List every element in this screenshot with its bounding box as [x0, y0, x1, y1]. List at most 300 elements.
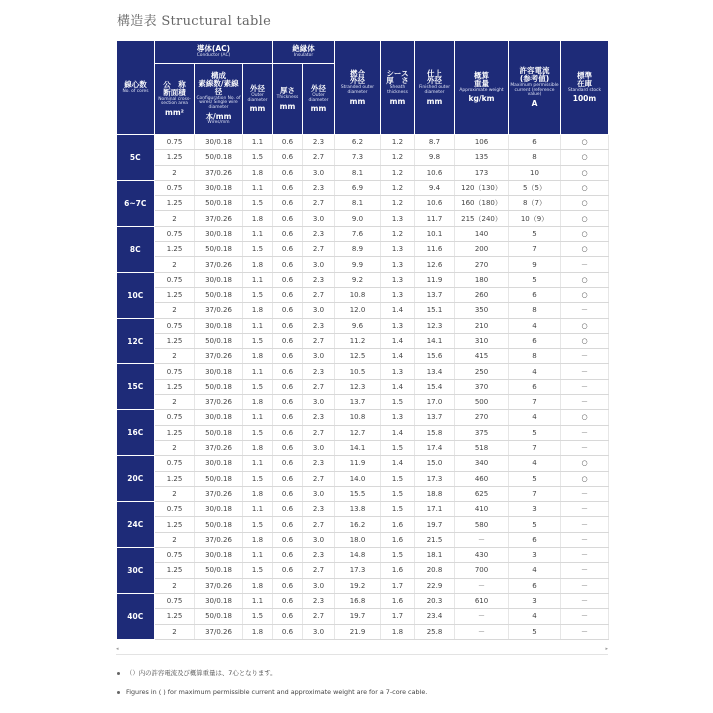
cell-standard-stock: － — [561, 364, 609, 379]
cell-stranded-diameter: 18.0 — [335, 532, 381, 547]
cell-approx-weight: 430 — [455, 548, 509, 563]
cell-permissible-current: 5（5） — [509, 180, 561, 195]
cell-approx-weight: － — [455, 609, 509, 624]
cell-standard-stock: ○ — [561, 165, 609, 180]
header-configuration: 構成 素線数/素線径 Configuration No. of wires/ Single wire diameter 本/mm Wires/mm — [195, 64, 243, 135]
cell-standard-stock: ○ — [561, 287, 609, 302]
table-row — [117, 287, 609, 302]
table-row — [117, 563, 609, 578]
cell-insulator-od: 3.0 — [303, 257, 335, 272]
cell-approx-weight: 370 — [455, 379, 509, 394]
cell-finished-diameter: 10.6 — [415, 165, 455, 180]
table-row — [117, 410, 609, 425]
cell-nominal-area: 1.25 — [155, 563, 195, 578]
cell-configuration: 50/0.18 — [195, 471, 243, 486]
cell-permissible-current: 5 — [509, 624, 561, 639]
cell-approx-weight: 375 — [455, 425, 509, 440]
cell-nominal-area: 2 — [155, 624, 195, 639]
cell-configuration: 37/0.26 — [195, 486, 243, 501]
cell-conductor-od: 1.8 — [243, 395, 273, 410]
cell-configuration: 37/0.26 — [195, 578, 243, 593]
cell-finished-diameter: 15.4 — [415, 379, 455, 394]
cell-nominal-area: 2 — [155, 532, 195, 547]
cell-finished-diameter: 17.1 — [415, 502, 455, 517]
cell-configuration: 37/0.26 — [195, 303, 243, 318]
cell-nominal-area: 1.25 — [155, 333, 195, 348]
cell-sheath-thickness: 1.7 — [381, 609, 415, 624]
cell-insulator-od: 3.0 — [303, 395, 335, 410]
cell-sheath-thickness: 1.4 — [381, 379, 415, 394]
cell-approx-weight: 180 — [455, 272, 509, 287]
cell-nominal-area: 2 — [155, 165, 195, 180]
cell-finished-diameter: 17.3 — [415, 471, 455, 486]
core-count-cell: 6~7C — [117, 180, 155, 226]
cell-sheath-thickness: 1.2 — [381, 165, 415, 180]
cell-permissible-current: 9 — [509, 257, 561, 272]
cell-configuration: 30/0.18 — [195, 135, 243, 150]
cell-insulator-od: 2.7 — [303, 517, 335, 532]
cell-conductor-od: 1.5 — [243, 242, 273, 257]
cell-permissible-current: 3 — [509, 502, 561, 517]
core-count-cell: 40C — [117, 593, 155, 639]
cell-permissible-current: 5 — [509, 272, 561, 287]
cell-insulator-thickness: 0.6 — [273, 517, 303, 532]
cell-approx-weight: 215（240） — [455, 211, 509, 226]
cell-insulator-od: 2.3 — [303, 318, 335, 333]
cell-configuration: 30/0.18 — [195, 548, 243, 563]
cell-nominal-area: 2 — [155, 578, 195, 593]
table-row — [117, 364, 609, 379]
table-row — [117, 349, 609, 364]
cell-standard-stock: ○ — [561, 196, 609, 211]
cell-configuration: 30/0.18 — [195, 593, 243, 608]
cell-sheath-thickness: 1.8 — [381, 624, 415, 639]
cell-standard-stock: － — [561, 609, 609, 624]
cell-configuration: 37/0.26 — [195, 257, 243, 272]
cell-finished-diameter: 15.6 — [415, 349, 455, 364]
cell-nominal-area: 2 — [155, 211, 195, 226]
cell-insulator-thickness: 0.6 — [273, 563, 303, 578]
cell-stranded-diameter: 6.2 — [335, 135, 381, 150]
cell-permissible-current: 4 — [509, 609, 561, 624]
cell-permissible-current: 5 — [509, 425, 561, 440]
cell-nominal-area: 0.75 — [155, 364, 195, 379]
note-english: Figures in ( ) for maximum permissible current and approximate weight are for a 7-core cable. — [117, 688, 427, 696]
cell-standard-stock: ○ — [561, 180, 609, 195]
cell-insulator-thickness: 0.6 — [273, 593, 303, 608]
cell-insulator-od: 2.3 — [303, 502, 335, 517]
cell-stranded-diameter: 7.6 — [335, 226, 381, 241]
cell-sheath-thickness: 1.6 — [381, 563, 415, 578]
cell-permissible-current: 6 — [509, 333, 561, 348]
cell-stranded-diameter: 21.9 — [335, 624, 381, 639]
cell-conductor-od: 1.5 — [243, 517, 273, 532]
cell-conductor-od: 1.8 — [243, 165, 273, 180]
cell-nominal-area: 2 — [155, 257, 195, 272]
cell-standard-stock: － — [561, 593, 609, 608]
cell-sheath-thickness: 1.5 — [381, 486, 415, 501]
cell-finished-diameter: 11.9 — [415, 272, 455, 287]
cell-insulator-thickness: 0.6 — [273, 165, 303, 180]
cell-sheath-thickness: 1.5 — [381, 548, 415, 563]
cell-approx-weight: 106 — [455, 135, 509, 150]
cell-approx-weight: 250 — [455, 364, 509, 379]
cell-standard-stock: － — [561, 502, 609, 517]
header-conductor: 導体(AC) Conductor (AC) — [155, 41, 273, 64]
cell-stranded-diameter: 11.2 — [335, 333, 381, 348]
cell-finished-diameter: 23.4 — [415, 609, 455, 624]
cell-nominal-area: 1.25 — [155, 287, 195, 302]
cell-stranded-diameter: 8.9 — [335, 242, 381, 257]
cell-configuration: 30/0.18 — [195, 456, 243, 471]
table-row — [117, 165, 609, 180]
cell-insulator-thickness: 0.6 — [273, 242, 303, 257]
cell-sheath-thickness: 1.3 — [381, 211, 415, 226]
cell-finished-diameter: 18.1 — [415, 548, 455, 563]
cell-finished-diameter: 17.4 — [415, 440, 455, 455]
cell-finished-diameter: 11.6 — [415, 242, 455, 257]
cell-conductor-od: 1.5 — [243, 196, 273, 211]
header-finished-diameter: 仕上 外径 Finished outer diameter mm — [415, 41, 455, 135]
cell-stranded-diameter: 8.1 — [335, 196, 381, 211]
cell-permissible-current: 7 — [509, 440, 561, 455]
cell-sheath-thickness: 1.5 — [381, 395, 415, 410]
table-row — [117, 593, 609, 608]
cell-sheath-thickness: 1.5 — [381, 471, 415, 486]
cell-insulator-od: 3.0 — [303, 303, 335, 318]
cell-insulator-od: 2.7 — [303, 242, 335, 257]
cell-configuration: 30/0.18 — [195, 364, 243, 379]
divider — [116, 654, 608, 655]
cell-nominal-area: 0.75 — [155, 410, 195, 425]
cell-conductor-od: 1.1 — [243, 502, 273, 517]
cell-sheath-thickness: 1.2 — [381, 196, 415, 211]
cell-stranded-diameter: 19.2 — [335, 578, 381, 593]
cell-permissible-current: 4 — [509, 456, 561, 471]
cell-finished-diameter: 22.9 — [415, 578, 455, 593]
cell-sheath-thickness: 1.3 — [381, 272, 415, 287]
core-count-cell: 8C — [117, 226, 155, 272]
cell-standard-stock: ○ — [561, 410, 609, 425]
cell-configuration: 37/0.26 — [195, 211, 243, 226]
cell-standard-stock: ○ — [561, 272, 609, 287]
cell-sheath-thickness: 1.3 — [381, 287, 415, 302]
cell-configuration: 50/0.18 — [195, 333, 243, 348]
cell-permissible-current: 5 — [509, 517, 561, 532]
cell-conductor-od: 1.8 — [243, 257, 273, 272]
cell-nominal-area: 2 — [155, 303, 195, 318]
cell-stranded-diameter: 12.7 — [335, 425, 381, 440]
cell-configuration: 30/0.18 — [195, 226, 243, 241]
cell-finished-diameter: 15.0 — [415, 456, 455, 471]
cell-insulator-thickness: 0.6 — [273, 410, 303, 425]
cell-configuration: 30/0.18 — [195, 410, 243, 425]
cell-stranded-diameter: 9.0 — [335, 211, 381, 226]
cell-nominal-area: 0.75 — [155, 180, 195, 195]
cell-nominal-area: 2 — [155, 349, 195, 364]
cell-permissible-current: 8（7） — [509, 196, 561, 211]
cell-sheath-thickness: 1.3 — [381, 318, 415, 333]
table-row — [117, 624, 609, 639]
cell-sheath-thickness: 1.3 — [381, 242, 415, 257]
table-row — [117, 180, 609, 195]
cell-approx-weight: 270 — [455, 410, 509, 425]
cell-conductor-od: 1.1 — [243, 456, 273, 471]
cell-insulator-od: 2.3 — [303, 456, 335, 471]
cell-approx-weight: 160（180） — [455, 196, 509, 211]
cell-finished-diameter: 8.7 — [415, 135, 455, 150]
cell-nominal-area: 2 — [155, 486, 195, 501]
cell-nominal-area: 1.25 — [155, 471, 195, 486]
cell-nominal-area: 1.25 — [155, 150, 195, 165]
cell-insulator-od: 2.3 — [303, 135, 335, 150]
header-approx-weight: 概算 重量 Approximate weight kg/km — [455, 41, 509, 135]
core-count-cell: 15C — [117, 364, 155, 410]
table-row — [117, 502, 609, 517]
cell-approx-weight: 310 — [455, 333, 509, 348]
cell-approx-weight: 173 — [455, 165, 509, 180]
cell-stranded-diameter: 14.1 — [335, 440, 381, 455]
cell-standard-stock: ○ — [561, 242, 609, 257]
table-row — [117, 609, 609, 624]
cell-conductor-od: 1.8 — [243, 349, 273, 364]
cell-standard-stock: － — [561, 548, 609, 563]
cell-standard-stock: ○ — [561, 471, 609, 486]
cell-standard-stock: ○ — [561, 333, 609, 348]
cell-permissible-current: 10（9） — [509, 211, 561, 226]
cell-insulator-thickness: 0.6 — [273, 226, 303, 241]
cell-insulator-thickness: 0.6 — [273, 196, 303, 211]
cell-sheath-thickness: 1.2 — [381, 135, 415, 150]
cell-conductor-od: 1.8 — [243, 532, 273, 547]
cell-approx-weight: 500 — [455, 395, 509, 410]
cell-conductor-od: 1.5 — [243, 333, 273, 348]
cell-insulator-od: 3.0 — [303, 578, 335, 593]
cell-conductor-od: 1.8 — [243, 624, 273, 639]
cell-insulator-thickness: 0.6 — [273, 471, 303, 486]
cell-insulator-od: 2.7 — [303, 196, 335, 211]
cell-finished-diameter: 17.0 — [415, 395, 455, 410]
cell-approx-weight: － — [455, 624, 509, 639]
cell-insulator-thickness: 0.6 — [273, 349, 303, 364]
cell-finished-diameter: 9.8 — [415, 150, 455, 165]
cell-configuration: 50/0.18 — [195, 425, 243, 440]
cell-stranded-diameter: 15.5 — [335, 486, 381, 501]
cell-insulator-thickness: 0.6 — [273, 303, 303, 318]
cell-permissible-current: 6 — [509, 287, 561, 302]
cell-standard-stock: ○ — [561, 226, 609, 241]
table-row — [117, 578, 609, 593]
cell-conductor-od: 1.8 — [243, 486, 273, 501]
cell-permissible-current: 7 — [509, 242, 561, 257]
scroll-left-icon[interactable]: ◂ — [116, 646, 119, 652]
cell-nominal-area: 1.25 — [155, 196, 195, 211]
cell-stranded-diameter: 16.8 — [335, 593, 381, 608]
cell-sheath-thickness: 1.4 — [381, 349, 415, 364]
cell-stranded-diameter: 10.8 — [335, 410, 381, 425]
cell-insulator-od: 2.3 — [303, 548, 335, 563]
table-row — [117, 395, 609, 410]
cell-conductor-od: 1.5 — [243, 425, 273, 440]
cell-insulator-thickness: 0.6 — [273, 486, 303, 501]
cell-conductor-od: 1.1 — [243, 593, 273, 608]
cell-nominal-area: 0.75 — [155, 226, 195, 241]
table-row — [117, 272, 609, 287]
table-row — [117, 379, 609, 394]
cell-approx-weight: 260 — [455, 287, 509, 302]
cell-insulator-thickness: 0.6 — [273, 532, 303, 547]
cell-stranded-diameter: 10.5 — [335, 364, 381, 379]
cell-nominal-area: 1.25 — [155, 517, 195, 532]
cell-finished-diameter: 25.8 — [415, 624, 455, 639]
cell-sheath-thickness: 1.4 — [381, 425, 415, 440]
header-permissible-current: 許容電流 (参考値) Maximum permissible current (reference value) A — [509, 41, 561, 135]
cell-configuration: 37/0.26 — [195, 349, 243, 364]
cell-standard-stock: － — [561, 257, 609, 272]
cell-conductor-od: 1.5 — [243, 609, 273, 624]
cell-finished-diameter: 15.8 — [415, 425, 455, 440]
header-cores: 線心数 No. of cores — [117, 41, 155, 135]
cell-insulator-od: 2.3 — [303, 272, 335, 287]
cell-insulator-od: 2.3 — [303, 226, 335, 241]
cell-sheath-thickness: 1.6 — [381, 517, 415, 532]
cell-sheath-thickness: 1.5 — [381, 440, 415, 455]
cell-configuration: 50/0.18 — [195, 287, 243, 302]
cell-finished-diameter: 15.1 — [415, 303, 455, 318]
cell-finished-diameter: 12.6 — [415, 257, 455, 272]
cell-stranded-diameter: 13.8 — [335, 502, 381, 517]
scroll-right-icon[interactable]: ▸ — [605, 646, 608, 652]
cell-stranded-diameter: 14.0 — [335, 471, 381, 486]
cell-insulator-thickness: 0.6 — [273, 180, 303, 195]
cell-conductor-od: 1.5 — [243, 471, 273, 486]
cell-standard-stock: － — [561, 486, 609, 501]
horizontal-scroll-indicator[interactable] — [116, 646, 608, 652]
cell-standard-stock: － — [561, 532, 609, 547]
table-row — [117, 242, 609, 257]
cell-stranded-diameter: 12.0 — [335, 303, 381, 318]
cell-stranded-diameter: 12.3 — [335, 379, 381, 394]
table-row — [117, 456, 609, 471]
cell-finished-diameter: 20.3 — [415, 593, 455, 608]
cell-insulator-thickness: 0.6 — [273, 440, 303, 455]
cell-nominal-area: 0.75 — [155, 502, 195, 517]
cell-insulator-thickness: 0.6 — [273, 211, 303, 226]
cell-stranded-diameter: 14.8 — [335, 548, 381, 563]
cell-insulator-thickness: 0.6 — [273, 548, 303, 563]
cell-approx-weight: 460 — [455, 471, 509, 486]
cell-insulator-od: 2.3 — [303, 180, 335, 195]
cell-configuration: 50/0.18 — [195, 609, 243, 624]
cell-conductor-od: 1.1 — [243, 135, 273, 150]
cell-stranded-diameter: 17.3 — [335, 563, 381, 578]
cell-approx-weight: 210 — [455, 318, 509, 333]
cell-stranded-diameter: 10.8 — [335, 287, 381, 302]
cell-configuration: 37/0.26 — [195, 532, 243, 547]
cell-insulator-thickness: 0.6 — [273, 395, 303, 410]
cell-insulator-od: 2.3 — [303, 364, 335, 379]
bullet-icon — [117, 672, 120, 675]
cell-approx-weight: 415 — [455, 349, 509, 364]
cell-standard-stock: ○ — [561, 318, 609, 333]
cell-sheath-thickness: 1.2 — [381, 180, 415, 195]
cell-sheath-thickness: 1.3 — [381, 364, 415, 379]
cell-configuration: 50/0.18 — [195, 517, 243, 532]
bullet-icon — [117, 691, 120, 694]
cell-standard-stock: － — [561, 624, 609, 639]
cell-standard-stock: ○ — [561, 150, 609, 165]
table-row — [117, 486, 609, 501]
cell-approx-weight: 625 — [455, 486, 509, 501]
cell-conductor-od: 1.5 — [243, 563, 273, 578]
cell-permissible-current: 6 — [509, 135, 561, 150]
table-row — [117, 135, 609, 150]
cell-insulator-od: 3.0 — [303, 532, 335, 547]
cell-conductor-od: 1.5 — [243, 379, 273, 394]
structural-table — [116, 40, 609, 640]
table-row — [117, 425, 609, 440]
cell-configuration: 30/0.18 — [195, 180, 243, 195]
cell-approx-weight: 350 — [455, 303, 509, 318]
header-insulator-od: 外径 Outer diameter mm — [303, 64, 335, 135]
cell-configuration: 30/0.18 — [195, 272, 243, 287]
cell-stranded-diameter: 7.3 — [335, 150, 381, 165]
header-conductor-od: 外径 Outer diameter mm — [243, 64, 273, 135]
cell-sheath-thickness: 1.2 — [381, 150, 415, 165]
cell-stranded-diameter: 9.6 — [335, 318, 381, 333]
cell-permissible-current: 4 — [509, 318, 561, 333]
cell-standard-stock: ○ — [561, 211, 609, 226]
cell-conductor-od: 1.1 — [243, 410, 273, 425]
cell-insulator-thickness: 0.6 — [273, 456, 303, 471]
cell-nominal-area: 0.75 — [155, 318, 195, 333]
cell-conductor-od: 1.8 — [243, 578, 273, 593]
cell-conductor-od: 1.1 — [243, 318, 273, 333]
cell-permissible-current: 8 — [509, 150, 561, 165]
cell-insulator-thickness: 0.6 — [273, 364, 303, 379]
cell-nominal-area: 1.25 — [155, 609, 195, 624]
cell-nominal-area: 0.75 — [155, 272, 195, 287]
cell-stranded-diameter: 9.2 — [335, 272, 381, 287]
cell-permissible-current: 3 — [509, 593, 561, 608]
cell-stranded-diameter: 13.7 — [335, 395, 381, 410]
cell-insulator-od: 2.3 — [303, 593, 335, 608]
cell-permissible-current: 7 — [509, 486, 561, 501]
cell-standard-stock: － — [561, 379, 609, 394]
cell-nominal-area: 1.25 — [155, 379, 195, 394]
cell-permissible-current: 8 — [509, 303, 561, 318]
cell-insulator-od: 2.7 — [303, 471, 335, 486]
cell-finished-diameter: 14.1 — [415, 333, 455, 348]
cell-insulator-thickness: 0.6 — [273, 150, 303, 165]
cell-nominal-area: 1.25 — [155, 425, 195, 440]
cell-configuration: 50/0.18 — [195, 150, 243, 165]
core-count-cell: 10C — [117, 272, 155, 318]
cell-sheath-thickness: 1.4 — [381, 456, 415, 471]
core-count-cell: 24C — [117, 502, 155, 548]
cell-insulator-od: 2.7 — [303, 333, 335, 348]
cell-sheath-thickness: 1.6 — [381, 532, 415, 547]
cell-finished-diameter: 13.7 — [415, 410, 455, 425]
cell-permissible-current: 3 — [509, 548, 561, 563]
cell-finished-diameter: 20.8 — [415, 563, 455, 578]
cell-stranded-diameter: 19.7 — [335, 609, 381, 624]
cell-standard-stock: ○ — [561, 456, 609, 471]
cell-permissible-current: 6 — [509, 578, 561, 593]
cell-insulator-thickness: 0.6 — [273, 425, 303, 440]
table-header — [117, 41, 609, 135]
cell-permissible-current: 5 — [509, 471, 561, 486]
